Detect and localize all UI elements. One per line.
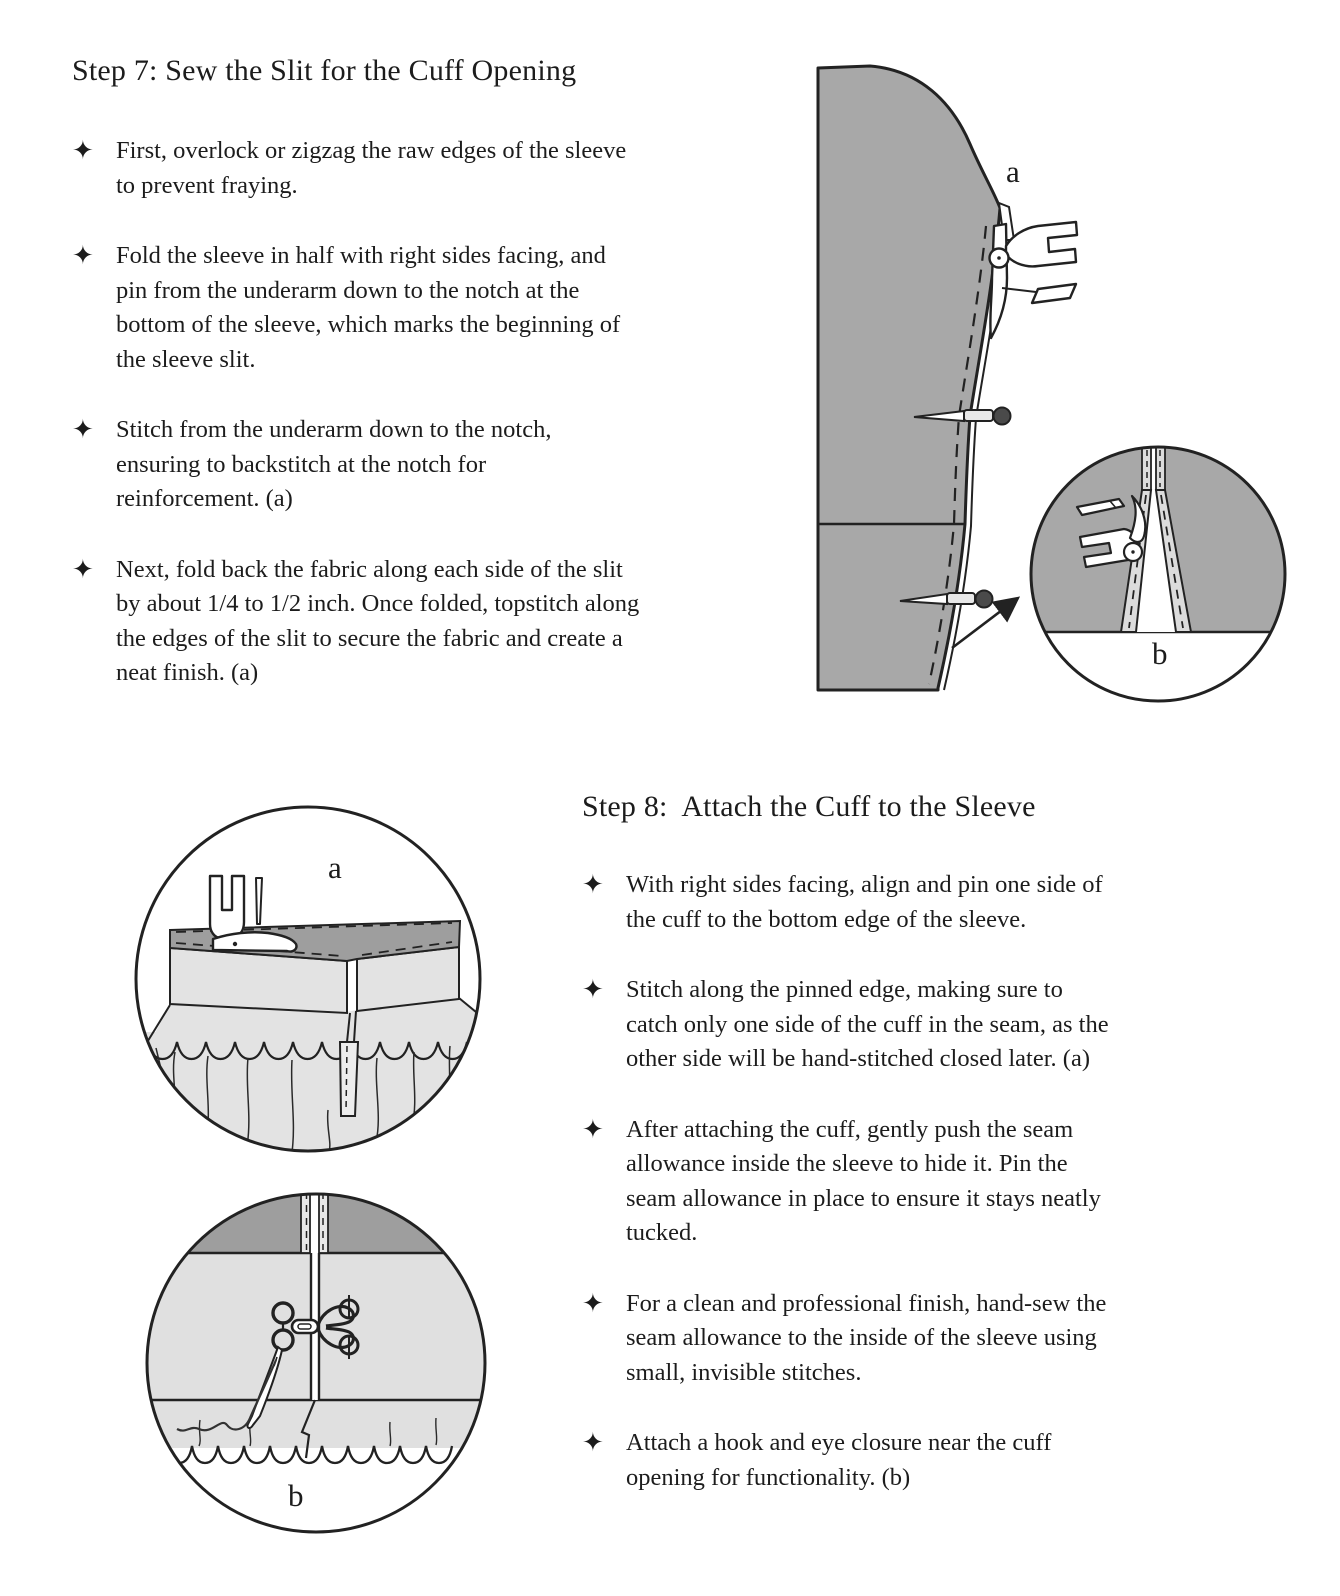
instruction-line: Stitch along the pinned edge, making sure to: [626, 976, 1063, 1003]
instruction-line: other side will be hand-stitched closed later. (a): [626, 1045, 1090, 1072]
instruction-line: catch only one side of the cuff in the seam, as the: [626, 1010, 1109, 1038]
step7-bullet-4: [72, 553, 772, 691]
instruction-line: With right sides facing, align and pin one side of: [626, 871, 1103, 898]
step8-bullet-4-text: [626, 1287, 1282, 1391]
instruction-line: reinforcement. (a): [116, 485, 293, 512]
figure-label-a: a: [1006, 154, 1020, 189]
step8-bullet-5-text: [626, 1426, 1282, 1495]
cuff-stitch-detail: [136, 807, 493, 1162]
figure-label-b: b: [1152, 636, 1168, 671]
step7-bullet-2: [72, 239, 772, 377]
step7-bullet-3-text: [116, 413, 772, 517]
step7-bullet-4-text: [116, 553, 772, 691]
step8-section: [582, 790, 1282, 1531]
cuff-illustration: [100, 780, 520, 1560]
instruction-line: After attaching the cuff, gently push the seam: [626, 1115, 1074, 1143]
instruction-line: the cuff to the bottom edge of the sleeve.: [626, 905, 1027, 933]
instruction-line: First, overlock or zigzag the raw edges of the sleeve: [116, 137, 627, 164]
presser-foot-icon: [990, 222, 1078, 338]
step7-bullet-3: [72, 413, 772, 517]
instruction-line: seam allowance in place to ensure it stays neatly: [626, 1184, 1101, 1212]
presser-foot-icon: [210, 876, 296, 952]
step8-bullet-5: [582, 1426, 1282, 1495]
instruction-line: seam allowance to the inside of the sleeve using: [626, 1324, 1097, 1351]
slit-placket: [340, 1042, 358, 1116]
star-bullet-icon: ✦: [72, 554, 94, 584]
step8-bullet-2: [582, 973, 1282, 1077]
instruction-line: Next, fold back the fabric along each side of the slit: [116, 555, 623, 583]
step7-section: [72, 54, 772, 727]
instruction-line: bottom of the sleeve, which marks the beginning of: [116, 311, 621, 338]
slit-detail-inset: [1028, 444, 1290, 712]
hook-eye-detail: [140, 1188, 492, 1532]
figure-sleeve-slit: [780, 40, 1320, 720]
star-bullet-icon: ✦: [582, 1428, 604, 1457]
instruction-line: by about 1/4 to 1/2 inch. Once folded, topstitch along: [116, 590, 640, 617]
star-bullet-icon: ✦: [582, 975, 604, 1004]
step7-bullet-2-text: [116, 239, 772, 377]
step8-bullet-3: [582, 1113, 1282, 1251]
figure-cuff-attach: [100, 780, 520, 1560]
instruction-line: tucked.: [626, 1219, 698, 1246]
star-bullet-icon: ✦: [72, 136, 94, 165]
figure-label-a: a: [328, 850, 342, 885]
instruction-line: Attach a hook and eye closure near the cuff: [626, 1429, 1052, 1456]
instruction-line: to prevent fraying.: [116, 171, 298, 199]
step8-bullet-1: [582, 868, 1282, 937]
star-bullet-icon: ✦: [582, 1114, 604, 1144]
step7-heading: Step 7: Sew the Slit for the Cuff Opening: [72, 54, 577, 87]
instruction-line: opening for functionality. (b): [626, 1463, 911, 1491]
instruction-line: neat finish. (a): [116, 659, 259, 686]
instruction-line: ensuring to backstitch at the notch for: [116, 450, 487, 478]
star-bullet-icon: ✦: [582, 870, 604, 899]
star-bullet-icon: ✦: [582, 1288, 604, 1318]
instruction-line: Stitch from the underarm down to the notch,: [116, 416, 552, 443]
instruction-line: small, invisible stitches.: [626, 1358, 862, 1386]
instruction-line: the sleeve slit.: [116, 345, 256, 373]
step7-bullet-1: [72, 134, 772, 203]
instruction-line: pin from the underarm down to the notch at the: [116, 276, 580, 304]
step8-bullet-3-text: [626, 1113, 1282, 1251]
step8-heading: Step 8: Attach the Cuff to the Sleeve: [582, 790, 1036, 823]
step8-bullet-4: [582, 1287, 1282, 1391]
instruction-line: the edges of the slit to secure the fabric and create a: [116, 624, 623, 652]
step8-bullet-2-text: [626, 973, 1282, 1077]
figure-label-b: b: [288, 1478, 304, 1513]
star-bullet-icon: ✦: [72, 415, 94, 444]
instruction-line: allowance inside the sleeve to hide it. Pin the: [626, 1150, 1068, 1177]
step7-bullet-1-text: [116, 134, 772, 203]
instruction-line: For a clean and professional finish, hand-sew the: [626, 1289, 1107, 1317]
star-bullet-icon: ✦: [72, 241, 94, 270]
instruction-line: Fold the sleeve in half with right sides facing, and: [116, 242, 606, 269]
sleeve-illustration: [780, 40, 1320, 720]
scallop-edge: [166, 1446, 452, 1463]
step8-bullet-1-text: [626, 868, 1282, 937]
